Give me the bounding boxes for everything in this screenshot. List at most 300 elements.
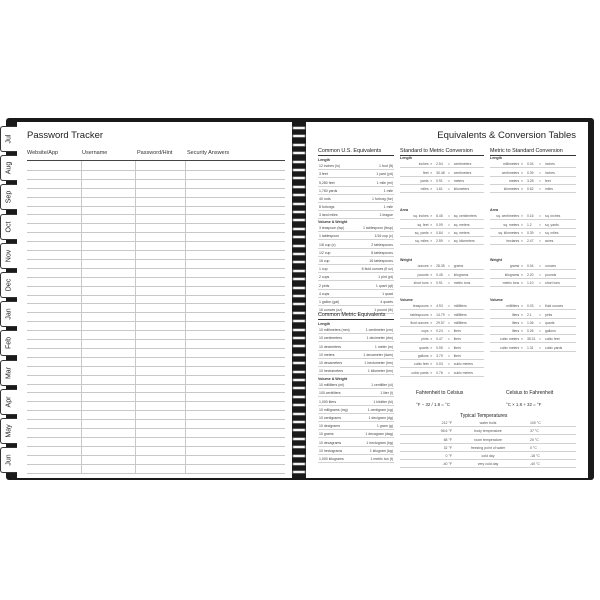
tab-label: Jun (5, 454, 13, 466)
spiral-coil (292, 143, 306, 147)
to-unit: acres (545, 239, 554, 244)
list-item (318, 162, 394, 170)
tab-jun[interactable] (0, 447, 17, 473)
spiral-coil (292, 286, 306, 290)
equivalent-left: 10 decameters (319, 360, 343, 365)
factor: 0.39 (526, 170, 534, 175)
tab-dec[interactable] (0, 272, 17, 298)
fahrenheit-value: -40 °F (442, 462, 452, 467)
table-row[interactable] (27, 188, 285, 189)
tab-nov[interactable] (0, 243, 17, 269)
equals-sign: = (447, 162, 450, 167)
equivalent-right: 1 quart (qt) (375, 283, 393, 288)
conversion-row (490, 327, 576, 335)
spiral-coil (292, 403, 306, 407)
from-unit: sq. meters (503, 222, 520, 227)
spiral-coil (292, 168, 306, 172)
factor: 1.61 (436, 187, 443, 192)
tab-label: May (5, 424, 13, 438)
factor: 2.54 (436, 162, 443, 167)
tab-oct[interactable] (0, 214, 17, 240)
from-unit: cubic meters (500, 337, 520, 342)
from-unit: sq. feet (417, 222, 429, 227)
equals-sign: = (539, 337, 541, 342)
equivalent-right: 1 meter (m) (374, 344, 393, 349)
factor: 0.04 (526, 264, 534, 269)
equivalent-right: 1 decagram (dag) (365, 432, 393, 437)
equivalent-left: 4 cups (319, 291, 330, 296)
equivalent-left: 1 tablespoon (319, 234, 340, 239)
equivalent-left: 10 millimeters (mm) (319, 328, 350, 333)
table-row[interactable] (27, 295, 285, 296)
spiral-coil (292, 378, 306, 382)
fahrenheit-to-celsius-title: Fahrenheit to Celsius (416, 390, 464, 396)
factor: 30.48 (436, 170, 445, 175)
table-header (27, 150, 285, 160)
factor: 4.93 (436, 304, 443, 309)
tab-label: Aug (5, 161, 13, 175)
list-item (318, 273, 394, 281)
multiply-sign: × (430, 214, 433, 219)
celsius-value: 100 °C (530, 421, 541, 426)
list-item (318, 414, 394, 422)
us-length-label: Length (318, 158, 330, 162)
factor: 3.79 (436, 354, 443, 359)
fahrenheit-value: 98.6 °F (440, 429, 452, 434)
equivalent-right: 1 hectometer (hm) (364, 360, 393, 365)
conversion-row (490, 279, 576, 287)
spiral-coil (292, 319, 306, 323)
to-unit: liters (453, 345, 461, 350)
conversion-row (400, 270, 484, 278)
to-unit: sq. miles (545, 230, 559, 235)
table-row[interactable] (27, 455, 285, 456)
list-item (318, 351, 394, 359)
equivalent-left: 1 gallon (gal) (319, 299, 340, 304)
celsius-value: 0 °C (530, 445, 537, 450)
from-unit: inches (418, 162, 429, 167)
equivalent-left: 10 milligrams (mg) (319, 407, 348, 412)
multiply-sign: × (520, 178, 523, 183)
equals-sign: = (539, 329, 541, 334)
factor: 0.84 (436, 230, 443, 235)
from-unit: short tons (413, 280, 429, 285)
table-row[interactable] (27, 179, 285, 180)
conversion-row (490, 160, 576, 168)
fahrenheit-value: 68 °F (443, 437, 452, 442)
equivalent-left: 10 hectograms (319, 448, 343, 453)
list-item (318, 298, 394, 306)
equivalent-left: 10 centimeters (319, 336, 342, 341)
conversion-row (400, 368, 484, 376)
table-row[interactable] (27, 419, 285, 420)
equals-sign: = (447, 178, 450, 183)
metric-volume-list (318, 381, 394, 463)
to-unit: centimeters (453, 170, 472, 175)
equals-sign: = (447, 320, 450, 325)
temperature-description: water boils (479, 421, 497, 426)
equivalent-left: 1/2 cup (319, 250, 331, 255)
temperature-row (400, 460, 576, 468)
column-header-password: Password/Hint (137, 150, 173, 156)
list-item (318, 430, 394, 438)
to-unit: inches (545, 170, 555, 175)
spiral-coil (292, 210, 306, 214)
list-item (318, 342, 394, 350)
multiply-sign: × (520, 230, 523, 235)
from-unit: feet (422, 170, 429, 175)
table-row[interactable] (27, 170, 285, 171)
list-item (318, 249, 394, 257)
conversion-row (400, 302, 484, 310)
equivalent-right: 1 mile (383, 205, 393, 210)
to-unit: sq. meters (453, 230, 470, 235)
to-unit: cubic meters (453, 362, 473, 367)
from-unit: sq. centimeters (496, 214, 520, 219)
spiral-coil (292, 134, 306, 138)
conversion-row (490, 220, 576, 228)
factor: 0.39 (526, 230, 534, 235)
table-row[interactable] (27, 259, 285, 260)
table-row[interactable] (27, 312, 285, 313)
equals-sign: = (447, 239, 450, 244)
table-row[interactable] (27, 401, 285, 402)
tab-may[interactable] (0, 418, 17, 444)
multiply-sign: × (430, 230, 433, 235)
column-header-username: Username (82, 150, 108, 156)
list-item (318, 334, 394, 342)
equivalent-left: 10 meters (319, 352, 335, 357)
list-item (318, 290, 394, 298)
spiral-coil (292, 185, 306, 189)
from-unit: teaspoons (412, 304, 429, 309)
standard-to-metric-title: Standard to Metric Conversion (400, 148, 484, 156)
table-row[interactable] (27, 330, 285, 331)
to-unit: milliliters (453, 320, 467, 325)
list-item (318, 170, 394, 178)
table-row[interactable] (27, 241, 285, 242)
conversion-row (400, 262, 484, 270)
conversion-row (490, 237, 576, 245)
conversion-tables-page (306, 122, 588, 478)
equals-sign: = (539, 178, 541, 183)
multiply-sign: × (430, 370, 433, 375)
table-row[interactable] (27, 277, 285, 278)
conversion-list (400, 262, 484, 287)
spiral-coil (292, 235, 306, 239)
table-row[interactable] (27, 268, 285, 269)
to-unit: kilograms (453, 272, 469, 277)
equals-sign: = (447, 272, 450, 277)
table-row[interactable] (27, 223, 285, 224)
spiral-coil (292, 445, 306, 449)
spiral-coil (292, 311, 306, 315)
tab-aug[interactable] (0, 155, 17, 181)
from-unit: liters (512, 320, 520, 325)
from-unit: pounds (417, 272, 429, 277)
equivalent-left: 2 cups (319, 275, 330, 280)
celsius-value: -40 °C (530, 462, 540, 467)
spiral-coil (292, 151, 306, 155)
equivalent-left: 10 decimeters (319, 344, 341, 349)
spiral-coil (292, 294, 306, 298)
equals-sign: = (447, 230, 450, 235)
conversion-row (490, 310, 576, 318)
month-tabs (0, 122, 17, 478)
multiply-sign: × (430, 170, 433, 175)
to-unit: gallons (545, 329, 556, 334)
from-unit: meters (508, 178, 520, 183)
fahrenheit-value: 212 °F (441, 421, 452, 426)
table-row[interactable] (27, 357, 285, 358)
metric-to-standard-title: Metric to Standard Conversion (490, 148, 576, 156)
conversion-row (400, 360, 484, 368)
table-row[interactable] (27, 446, 285, 447)
table-row[interactable] (27, 197, 285, 198)
multiply-sign: × (430, 264, 433, 269)
list-item (318, 224, 394, 232)
page-title: Password Tracker (27, 130, 104, 141)
spiral-coil (292, 328, 306, 332)
equivalent-right: 1 decigram (dg) (368, 415, 393, 420)
table-row[interactable] (27, 473, 285, 474)
temperature-description: freezing point of water (470, 445, 506, 450)
equivalent-left: 1,000 liters (319, 399, 337, 404)
equivalent-right: 1 decameter (dam) (363, 352, 393, 357)
to-unit: fluid ounces (545, 304, 564, 309)
tab-sep[interactable] (0, 184, 17, 210)
page-title: Equivalents & Conversion Tables (437, 130, 576, 141)
from-unit: sq. inches (413, 214, 429, 219)
spiral-coil (292, 160, 306, 164)
spiral-coil (292, 412, 306, 416)
table-row[interactable] (27, 428, 285, 429)
from-unit: tablespoons (410, 312, 429, 317)
table-row[interactable] (27, 348, 285, 349)
from-unit: grams (509, 264, 520, 269)
equivalent-right: 1 centimeter (cm) (365, 328, 393, 333)
factor: 0.47 (436, 337, 443, 342)
factor: 1.06 (526, 320, 534, 325)
factor: 0.24 (436, 329, 443, 334)
factor: 2.47 (526, 239, 534, 244)
multiply-sign: × (430, 362, 433, 367)
spiral-coil (292, 370, 306, 374)
factor: 29.57 (436, 320, 445, 325)
from-unit: kilograms (504, 272, 520, 277)
conversion-row (490, 343, 576, 351)
table-row[interactable] (27, 206, 285, 207)
list-item (318, 381, 394, 389)
multiply-sign: × (430, 222, 433, 227)
to-unit: kilometers (453, 187, 470, 192)
table-row[interactable] (27, 214, 285, 215)
spiral-coil (292, 361, 306, 365)
equals-sign: = (539, 345, 541, 350)
spiral-coil (292, 462, 306, 466)
tab-mar[interactable] (0, 360, 17, 386)
conversion-list (490, 262, 576, 287)
table-row[interactable] (27, 392, 285, 393)
multiply-sign: × (520, 162, 523, 167)
list-item (318, 240, 394, 248)
spiral-coil (292, 353, 306, 357)
conversion-row (400, 327, 484, 335)
temperature-row (400, 435, 576, 443)
equals-sign: = (447, 170, 450, 175)
to-unit: centimeters (453, 162, 472, 167)
spiral-coil (292, 252, 306, 256)
to-unit: miles (545, 187, 553, 192)
conversion-row (400, 343, 484, 351)
factor: 0.26 (526, 329, 534, 334)
equivalent-left: 10 decigrams (319, 424, 341, 429)
multiply-sign: × (430, 354, 433, 359)
fahrenheit-value: 32 °F (443, 445, 452, 450)
list-item (318, 367, 394, 375)
multiply-sign: × (520, 280, 523, 285)
tab-feb[interactable] (0, 330, 17, 356)
list-item (318, 406, 394, 414)
spiral-coil (292, 302, 306, 306)
tab-label: Apr (5, 396, 13, 408)
spiral-coil (292, 336, 306, 340)
equivalent-right: 1 hectogram (hg) (366, 440, 393, 445)
from-unit: sq. miles (415, 239, 429, 244)
metric-length-label: Length (318, 322, 330, 326)
table-row[interactable] (27, 286, 285, 287)
conversion-group-label: Weight (490, 258, 502, 262)
table-row[interactable] (27, 321, 285, 322)
metric-volume-label: Volume & Weight (318, 377, 348, 381)
spiral-coil (292, 386, 306, 390)
multiply-sign: × (430, 187, 433, 192)
f-to-c-formula: °F − 32 / 1.8 = °C (416, 402, 451, 407)
temperature-description: very cold day (477, 462, 499, 467)
conversion-row (400, 185, 484, 193)
tab-label: Dec (5, 278, 13, 292)
conversion-row (400, 212, 484, 220)
equivalent-right: 1 yard (yd) (376, 172, 393, 177)
equivalent-right: 1 league (379, 213, 393, 218)
list-item (318, 203, 394, 211)
us-volume-list (318, 224, 394, 314)
equals-sign: = (539, 312, 541, 317)
factor: 28.35 (436, 264, 445, 269)
to-unit: milliliters (453, 304, 467, 309)
equals-sign: = (447, 354, 450, 359)
to-unit: feet (545, 178, 551, 183)
list-item (318, 232, 394, 240)
conversion-row (490, 168, 576, 176)
to-unit: pints (545, 312, 553, 317)
list-item (318, 326, 394, 334)
to-unit: liters (453, 354, 461, 359)
password-table (27, 160, 285, 472)
multiply-sign: × (520, 329, 523, 334)
spiral-coil (292, 269, 306, 273)
list-item (318, 211, 394, 219)
equivalent-left: 3 teaspoon (tsp) (319, 226, 345, 231)
from-unit: ounces (417, 264, 429, 269)
table-row[interactable] (27, 232, 285, 233)
equivalent-left: 1/8 cup (c) (319, 242, 336, 247)
conversion-row (490, 319, 576, 327)
table-row[interactable] (27, 339, 285, 340)
spiral-coil (292, 344, 306, 348)
celsius-value: -18 °C (530, 453, 540, 458)
temperature-row (400, 444, 576, 452)
table-row[interactable] (27, 250, 285, 251)
tab-jan[interactable] (0, 301, 17, 327)
tab-label: Feb (5, 337, 13, 350)
to-unit: sq. inches (545, 214, 561, 219)
multiply-sign: × (430, 312, 433, 317)
conversion-group-label: Length (400, 156, 412, 160)
equals-sign: = (539, 264, 541, 269)
equivalent-left: 16 ounces (oz) (319, 308, 343, 313)
from-unit: milliliters (506, 304, 520, 309)
temperature-description: room temperature (474, 437, 502, 442)
metric-equivalents-title: Common Metric Equivalents (318, 312, 394, 320)
conversion-row (490, 270, 576, 278)
equals-sign: = (447, 370, 450, 375)
table-row[interactable] (27, 384, 285, 385)
equivalent-right: 1 gram (g) (376, 424, 393, 429)
multiply-sign: × (430, 280, 433, 285)
equivalent-right: 1 tablespoon (tbsp) (363, 226, 393, 231)
equals-sign: = (447, 337, 450, 342)
equals-sign: = (447, 222, 450, 227)
conversion-list (490, 160, 576, 193)
table-row[interactable] (27, 464, 285, 465)
to-unit: cubic meters (453, 370, 473, 375)
equivalent-right: 1 metric ton (t) (370, 456, 393, 461)
equivalent-left: 10 milliliters (ml) (319, 383, 345, 388)
table-row[interactable] (27, 437, 285, 438)
table-row[interactable] (27, 375, 285, 376)
to-unit: sq. yards (545, 222, 559, 227)
equals-sign: = (447, 329, 450, 334)
conversion-row (490, 302, 576, 310)
multiply-sign: × (520, 304, 523, 309)
equals-sign: = (539, 170, 541, 175)
equals-sign: = (539, 320, 541, 325)
table-row[interactable] (27, 410, 285, 411)
spiral-coil (292, 428, 306, 432)
from-unit: yards (420, 178, 429, 183)
to-unit: grams (453, 264, 464, 269)
column-header-website: Website/App (27, 150, 59, 156)
conversion-row (490, 177, 576, 185)
multiply-sign: × (430, 239, 433, 244)
conversion-group-label: Area (400, 208, 408, 212)
us-equivalents-title: Common U.S. Equivalents (318, 148, 394, 156)
table-row[interactable] (27, 303, 285, 304)
spiral-coil (292, 176, 306, 180)
tab-jul[interactable] (0, 126, 17, 152)
tab-label: Sep (5, 191, 13, 204)
multiply-sign: × (430, 329, 433, 334)
table-row[interactable] (27, 366, 285, 367)
conversion-row (490, 212, 576, 220)
tab-apr[interactable] (0, 389, 17, 415)
column-divider (135, 161, 136, 473)
spiral-coil (292, 260, 306, 264)
equals-sign: = (447, 362, 450, 367)
spiral-coil (292, 126, 306, 130)
conversion-list (490, 302, 576, 352)
